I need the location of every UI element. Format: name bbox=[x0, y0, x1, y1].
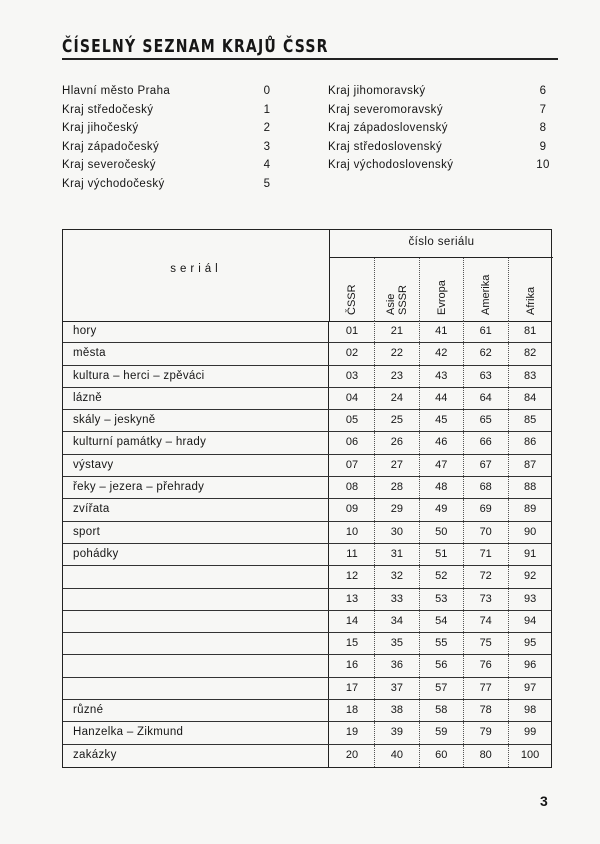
serial-number-cell: 31 bbox=[374, 544, 418, 565]
serial-number-cell: 32 bbox=[374, 566, 418, 587]
serial-number-cell: 72 bbox=[463, 566, 507, 587]
table-row bbox=[63, 321, 551, 343]
region-row bbox=[62, 119, 274, 138]
region-row bbox=[62, 82, 274, 101]
serial-number-cell: 98 bbox=[508, 700, 552, 721]
serial-number-cell: 36 bbox=[374, 655, 418, 676]
region-number: 9 bbox=[539, 140, 547, 153]
row-label-cell bbox=[63, 655, 329, 676]
column-header bbox=[374, 258, 419, 321]
region-list-left bbox=[62, 82, 274, 193]
serial-number-cell: 43 bbox=[419, 366, 463, 387]
serial-number-cell: 88 bbox=[508, 477, 552, 498]
column-header bbox=[330, 258, 374, 321]
region-name: Kraj severočeský bbox=[62, 159, 156, 171]
serial-number-cell: 83 bbox=[508, 366, 552, 387]
serial-number-cell: 41 bbox=[419, 321, 463, 342]
row-label-cell bbox=[63, 477, 329, 498]
row-label-cell bbox=[63, 566, 329, 587]
row-label-cell bbox=[63, 700, 329, 721]
row-label-cell bbox=[63, 544, 329, 565]
serial-number-cell: 84 bbox=[508, 388, 552, 409]
column-header-line1: Afrika bbox=[524, 286, 537, 315]
region-number: 4 bbox=[263, 159, 271, 171]
table-row bbox=[63, 410, 551, 432]
serial-number-cell: 61 bbox=[463, 321, 507, 342]
serial-number-cell: 42 bbox=[419, 343, 463, 364]
table-row bbox=[63, 544, 551, 566]
serial-number-cell: 26 bbox=[374, 432, 418, 453]
region-row bbox=[62, 101, 274, 120]
column-header-line1: Evropa bbox=[435, 280, 448, 315]
serial-number-cell: 02 bbox=[345, 347, 359, 360]
serial-number-cell: 19 bbox=[345, 726, 359, 739]
serial-number-cell: 93 bbox=[508, 589, 552, 610]
region-row bbox=[62, 156, 274, 175]
serial-number-cell: 90 bbox=[508, 522, 552, 543]
row-label-cell bbox=[63, 722, 329, 743]
page-title: ČÍSELNÝ SEZNAM KRAJŮ ČSSR bbox=[62, 36, 329, 57]
table-body bbox=[63, 321, 551, 767]
column-header-line1: SSSR bbox=[397, 285, 410, 315]
serial-number-cell: 09 bbox=[345, 503, 359, 516]
region-row bbox=[328, 119, 550, 138]
serial-number-cell: 75 bbox=[463, 633, 507, 654]
table-row bbox=[63, 522, 551, 544]
region-row bbox=[328, 101, 550, 120]
region-number: 6 bbox=[539, 85, 547, 97]
column-group-title: číslo seriálu bbox=[408, 236, 475, 248]
serial-number-cell: 04 bbox=[345, 391, 359, 404]
serial-number-cell: 74 bbox=[463, 611, 507, 632]
serial-number-cell: 38 bbox=[374, 700, 418, 721]
table-row bbox=[63, 566, 551, 588]
serial-number-cell: 30 bbox=[374, 522, 418, 543]
serial-number-cell: 51 bbox=[419, 544, 463, 565]
table-row bbox=[63, 477, 551, 499]
region-number: 0 bbox=[263, 85, 271, 97]
column-headers bbox=[330, 258, 552, 321]
serial-number-cell: 16 bbox=[345, 659, 359, 672]
serial-number-cell: 13 bbox=[345, 592, 359, 605]
serial-number-cell: 47 bbox=[419, 455, 463, 476]
serial-number-cell: 24 bbox=[374, 388, 418, 409]
serial-number-cell: 80 bbox=[463, 745, 507, 767]
region-name: Hlavní město Praha bbox=[62, 85, 171, 97]
table-row bbox=[63, 722, 551, 744]
serial-number-cell: 58 bbox=[419, 700, 463, 721]
serial-number-cell: 29 bbox=[374, 499, 418, 520]
row-label: Hanzelka – Zikmund bbox=[73, 726, 184, 739]
serial-number-cell: 08 bbox=[345, 481, 359, 494]
serial-number-cell: 67 bbox=[463, 455, 507, 476]
column-header-line1: Amerika bbox=[480, 274, 493, 315]
region-number: 3 bbox=[263, 140, 271, 153]
serial-number-cell: 34 bbox=[374, 611, 418, 632]
serial-number-cell: 56 bbox=[419, 655, 463, 676]
serial-number-cell: 48 bbox=[419, 477, 463, 498]
table-row bbox=[63, 432, 551, 454]
row-label-cell bbox=[63, 321, 329, 342]
serial-number-cell: 21 bbox=[374, 321, 418, 342]
region-name: Kraj středoslovenský bbox=[328, 140, 443, 153]
table-row bbox=[63, 700, 551, 722]
serial-number-cell: 52 bbox=[419, 566, 463, 587]
row-label-cell bbox=[63, 366, 329, 387]
table-row bbox=[63, 499, 551, 521]
serial-number-cell: 22 bbox=[374, 343, 418, 364]
page-number: 3 bbox=[540, 793, 548, 809]
row-label: řeky – jezera – přehrady bbox=[73, 481, 205, 494]
serial-number-cell: 33 bbox=[374, 589, 418, 610]
row-label: sport bbox=[73, 525, 101, 538]
serial-number-cell: 18 bbox=[345, 704, 359, 717]
serial-number-cell: 03 bbox=[345, 369, 359, 382]
serial-number-cell: 53 bbox=[419, 589, 463, 610]
serial-number-cell: 57 bbox=[419, 678, 463, 699]
serial-number-cell: 79 bbox=[463, 722, 507, 743]
column-header-line2: Asie bbox=[385, 293, 398, 315]
serial-number-cell: 14 bbox=[345, 614, 359, 627]
serial-number-cell: 40 bbox=[374, 745, 418, 767]
table-row bbox=[63, 611, 551, 633]
region-number: 10 bbox=[536, 159, 550, 171]
serial-number-cell: 06 bbox=[345, 436, 359, 449]
table-row bbox=[63, 678, 551, 700]
serial-number-cell: 89 bbox=[508, 499, 552, 520]
table-row bbox=[63, 388, 551, 410]
serial-number-cell: 54 bbox=[419, 611, 463, 632]
row-label-cell bbox=[63, 678, 329, 699]
region-row bbox=[328, 138, 550, 157]
column-header bbox=[463, 258, 508, 321]
serial-number-cell: 68 bbox=[463, 477, 507, 498]
serial-number-cell: 39 bbox=[374, 722, 418, 743]
column-header bbox=[419, 258, 464, 321]
serial-number-cell: 81 bbox=[508, 321, 552, 342]
serial-number-cell: 94 bbox=[508, 611, 552, 632]
serial-number-cell: 55 bbox=[419, 633, 463, 654]
region-number: 1 bbox=[263, 103, 271, 116]
serial-number-cell: 97 bbox=[508, 678, 552, 699]
table-row bbox=[63, 633, 551, 655]
serial-number-cell: 99 bbox=[508, 722, 552, 743]
region-name: Kraj východoslovenský bbox=[328, 159, 454, 171]
serial-number-cell: 44 bbox=[419, 388, 463, 409]
serial-number-cell: 23 bbox=[374, 366, 418, 387]
serial-number-cell: 59 bbox=[419, 722, 463, 743]
serial-number-cell: 45 bbox=[419, 410, 463, 431]
table-row bbox=[63, 589, 551, 611]
serial-number-cell: 27 bbox=[374, 455, 418, 476]
serial-number-cell: 37 bbox=[374, 678, 418, 699]
serial-number-cell: 78 bbox=[463, 700, 507, 721]
row-label: výstavy bbox=[73, 458, 114, 471]
row-label: města bbox=[73, 347, 106, 360]
serial-number-cell: 87 bbox=[508, 455, 552, 476]
region-row bbox=[328, 82, 550, 101]
serial-number-cell: 85 bbox=[508, 410, 552, 431]
row-header-label: seriál bbox=[170, 263, 222, 275]
row-label-cell bbox=[63, 432, 329, 453]
serial-number-cell: 11 bbox=[346, 547, 358, 560]
serial-number-cell: 17 bbox=[345, 681, 359, 694]
table-row bbox=[63, 745, 551, 767]
table-header bbox=[63, 230, 551, 322]
serial-number-cell: 20 bbox=[345, 748, 359, 761]
row-label: pohádky bbox=[73, 547, 119, 560]
table-row bbox=[63, 455, 551, 477]
serial-number-cell: 64 bbox=[463, 388, 507, 409]
serial-number-cell: 66 bbox=[463, 432, 507, 453]
serial-number-cell: 65 bbox=[463, 410, 507, 431]
serial-number-cell: 77 bbox=[463, 678, 507, 699]
serial-number-cell: 76 bbox=[463, 655, 507, 676]
table-row bbox=[63, 366, 551, 388]
serial-number-cell: 05 bbox=[345, 414, 359, 427]
region-name: Kraj jihočeský bbox=[62, 122, 139, 134]
region-number: 7 bbox=[539, 103, 547, 116]
row-label-cell bbox=[63, 410, 329, 431]
region-name: Kraj východočeský bbox=[62, 177, 165, 190]
row-label-cell bbox=[63, 388, 329, 409]
row-label: lázně bbox=[73, 391, 102, 404]
title-underline bbox=[62, 58, 558, 60]
region-row bbox=[62, 138, 274, 157]
row-label-cell bbox=[63, 745, 329, 767]
row-label-cell bbox=[63, 343, 329, 364]
serial-number-cell: 69 bbox=[463, 499, 507, 520]
serial-number-cell: 10 bbox=[345, 525, 359, 538]
region-number: 2 bbox=[263, 122, 271, 134]
row-label-cell bbox=[63, 611, 329, 632]
row-label-cell bbox=[63, 522, 329, 543]
serial-number-cell: 82 bbox=[508, 343, 552, 364]
serial-number-cell: 96 bbox=[508, 655, 552, 676]
row-label-cell bbox=[63, 589, 329, 610]
serial-number-cell: 01 bbox=[345, 325, 359, 337]
serial-number-cell: 86 bbox=[508, 432, 552, 453]
row-label-cell bbox=[63, 633, 329, 654]
serial-number-cell: 63 bbox=[463, 366, 507, 387]
region-name: Kraj středočeský bbox=[62, 103, 154, 116]
serial-number-cell: 15 bbox=[345, 637, 359, 650]
region-row bbox=[328, 156, 550, 175]
region-name: Kraj severomoravský bbox=[328, 103, 443, 116]
row-label: hory bbox=[73, 325, 97, 337]
row-label: kulturní památky – hrady bbox=[73, 436, 207, 449]
serial-number-cell: 50 bbox=[419, 522, 463, 543]
region-number: 5 bbox=[263, 177, 271, 190]
serial-number-cell: 73 bbox=[463, 589, 507, 610]
column-header-line1: ČSSR bbox=[346, 284, 358, 315]
serial-number-cell: 92 bbox=[508, 566, 552, 587]
serial-number-cell: 28 bbox=[374, 477, 418, 498]
row-label-cell bbox=[63, 455, 329, 476]
row-label: skály – jeskyně bbox=[73, 414, 156, 427]
serial-number-cell: 71 bbox=[463, 544, 507, 565]
region-row bbox=[62, 175, 274, 194]
serial-number-cell: 95 bbox=[508, 633, 552, 654]
table-row bbox=[63, 655, 551, 677]
region-list-right bbox=[328, 82, 550, 175]
row-label: různé bbox=[73, 704, 104, 717]
row-label-cell bbox=[63, 499, 329, 520]
row-label: kultura – herci – zpěváci bbox=[73, 369, 205, 382]
region-number: 8 bbox=[539, 122, 547, 134]
table-row bbox=[63, 343, 551, 365]
row-label: zakázky bbox=[73, 748, 117, 761]
region-name: Kraj západočeský bbox=[62, 140, 160, 153]
serial-number-cell: 91 bbox=[508, 544, 552, 565]
serial-number-cell: 35 bbox=[374, 633, 418, 654]
serial-number-cell: 62 bbox=[463, 343, 507, 364]
column-header bbox=[508, 258, 553, 321]
serial-number-table bbox=[62, 229, 552, 768]
serial-number-cell: 60 bbox=[419, 745, 463, 767]
row-label: zvířata bbox=[73, 503, 110, 516]
region-name: Kraj západoslovenský bbox=[328, 122, 448, 134]
serial-number-cell: 25 bbox=[374, 410, 418, 431]
serial-number-cell: 100 bbox=[508, 745, 552, 767]
serial-number-cell: 49 bbox=[419, 499, 463, 520]
serial-number-cell: 70 bbox=[463, 522, 507, 543]
serial-number-cell: 12 bbox=[345, 570, 359, 583]
serial-number-cell: 46 bbox=[419, 432, 463, 453]
region-name: Kraj jihomoravský bbox=[328, 85, 426, 97]
serial-number-cell: 07 bbox=[345, 458, 359, 471]
